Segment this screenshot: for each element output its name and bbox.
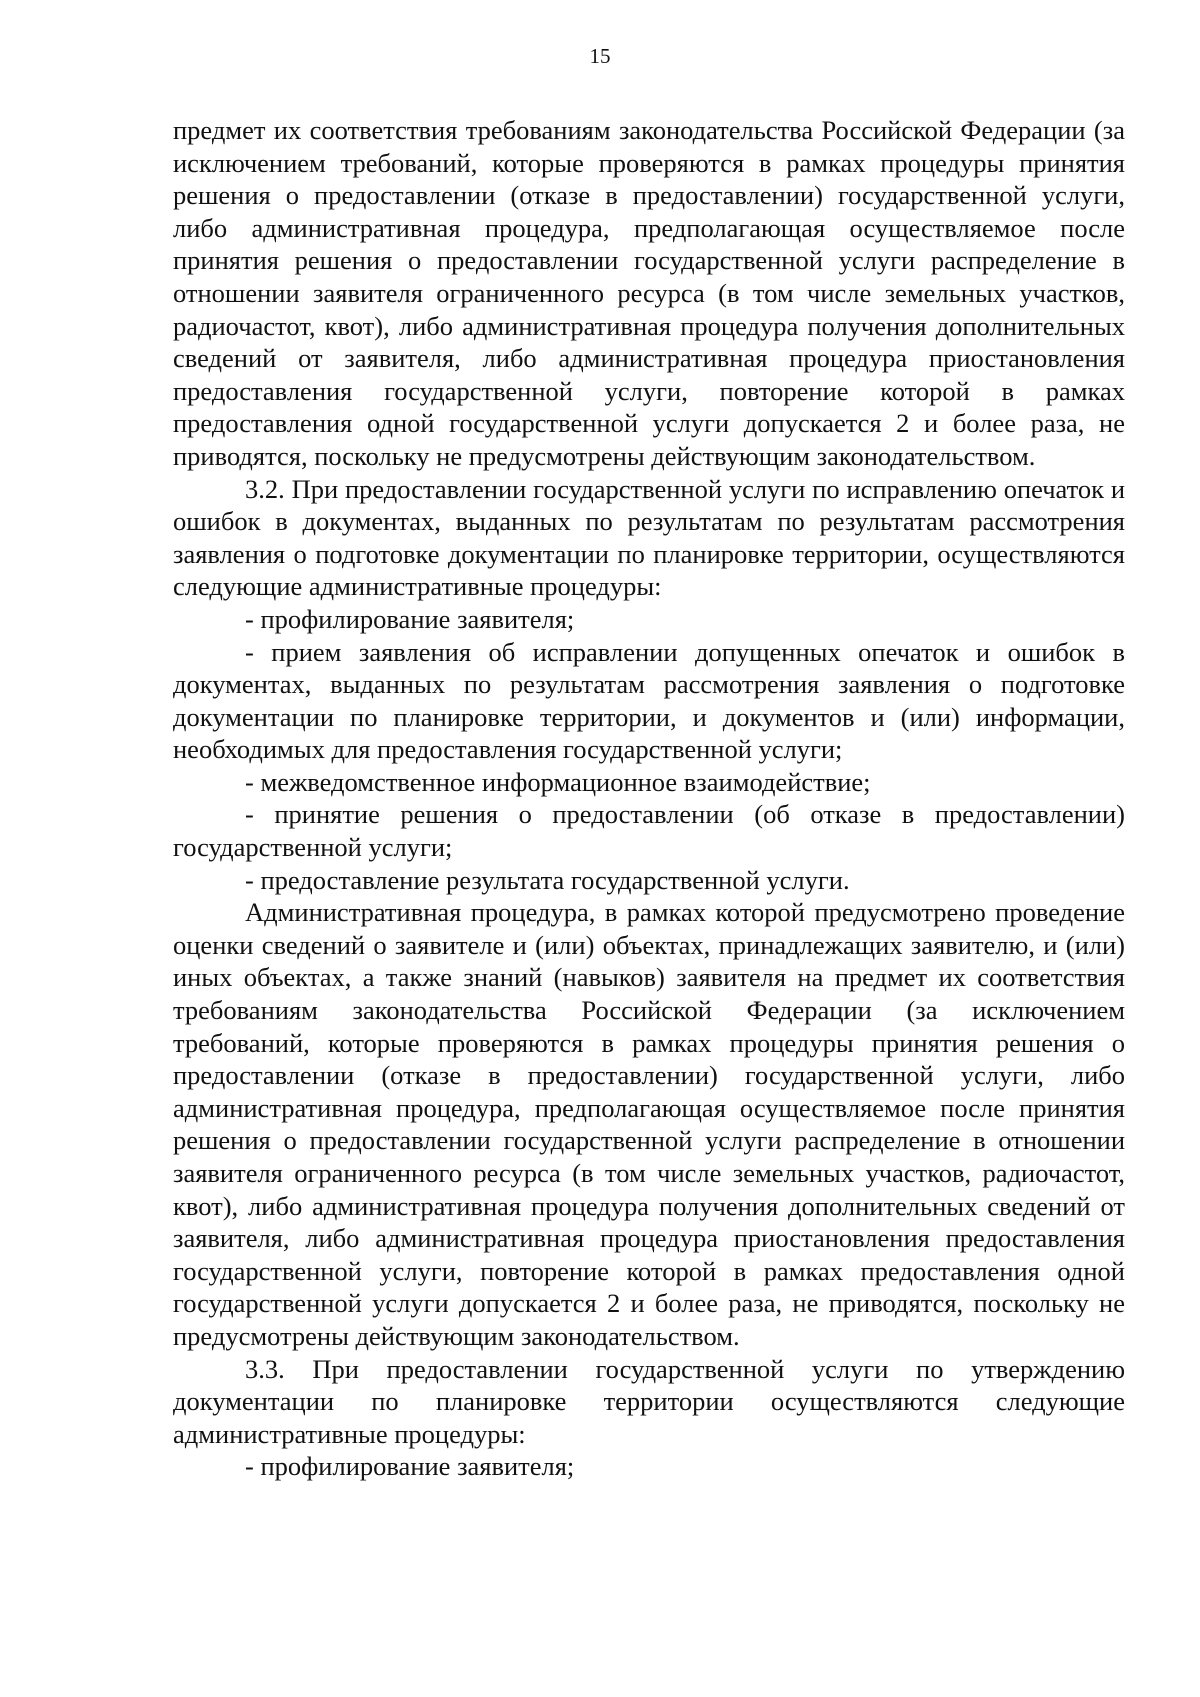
paragraph-administrative-procedure: Административная процедура, в рамках которой предусмотрено проведение оценки сведений о заявителе и (или) объектах, принадлежащих заявителю, и (или) иных объектах, а также знаний (навыков) заявителя на предмет их соответствия требованиям законодательства Российской Федерации (за исключением требований, которые проверяются в рамках процедуры принятия решения о предоставлении (отказе в предоставлении) государственной услуги, либо административная процедура, предполагающая осуществляемое после принятия решения о предоставлении государственной услуги распределение в отношении заявителя ограниченного ресурса (в том числе земельных участков, радиочастот, квот), либо административная процедура получения дополнительных сведений от заявителя, либо административная процедура приостановления предоставления государственной услуги, повторение которой в рамках предоставления одной государственной услуги допускается 2 и более раза, не приводятся, поскольку не предусмотрены действующим законодательством. (173, 897, 1125, 1351)
paragraph-section-3-3: 3.3. При предоставлении государственной услуги по утверждению документации по планировке территории осуществляются следующие административные процедуры: (173, 1353, 1125, 1449)
list-item-profiling: - профилирование заявителя; (245, 603, 575, 634)
list-item-decision: - принятие решения о предоставлении (об отказе в предоставлении) государственной услуги; (173, 799, 1125, 863)
list-item-application-intake: - прием заявления об исправлении допущенных опечаток и ошибок в документах, выданных по результатам рассмотрения заявления о подготовке документации по планировке территории, и документов и (или) информации, необходимых для предоставления государственной услуги; (173, 636, 1125, 765)
list-item-result-delivery: - предоставление результата государственной услуги. (245, 864, 850, 895)
paragraph-section-3-2: 3.2. При предоставлении государственной услуги по исправлению опечаток и ошибок в документах, выданных по результатам по результатам рассмотрения заявления о подготовке документации по планировке территории, осуществляются следующие административные процедуры: (173, 473, 1125, 602)
paragraph-continuation: предмет их соответствия требованиям законодательства Российской Федерации (за исключением требований, которые проверяются в рамках процедуры принятия решения о предоставлении (отказе в предоставлении) государственной услуги, либо административная процедура, предполагающая осуществляемое после принятия решения о предоставлении государственной услуги распределение в отношении заявителя ограниченного ресурса (в том числе земельных участков, радиочастот, квот), либо административная процедура получения дополнительных сведений от заявителя, либо административная процедура приостановления предоставления государственной услуги, повторение которой в рамках предоставления одной государственной услуги допускается 2 и более раза, не приводятся, поскольку не предусмотрены действующим законодательством. (173, 115, 1125, 471)
page-number: 15 (589, 44, 611, 68)
list-item-interagency-interaction: - межведомственное информационное взаимодействие; (245, 766, 871, 797)
list-item-profiling-2: - профилирование заявителя; (245, 1451, 575, 1482)
document-body (173, 114, 1125, 1483)
